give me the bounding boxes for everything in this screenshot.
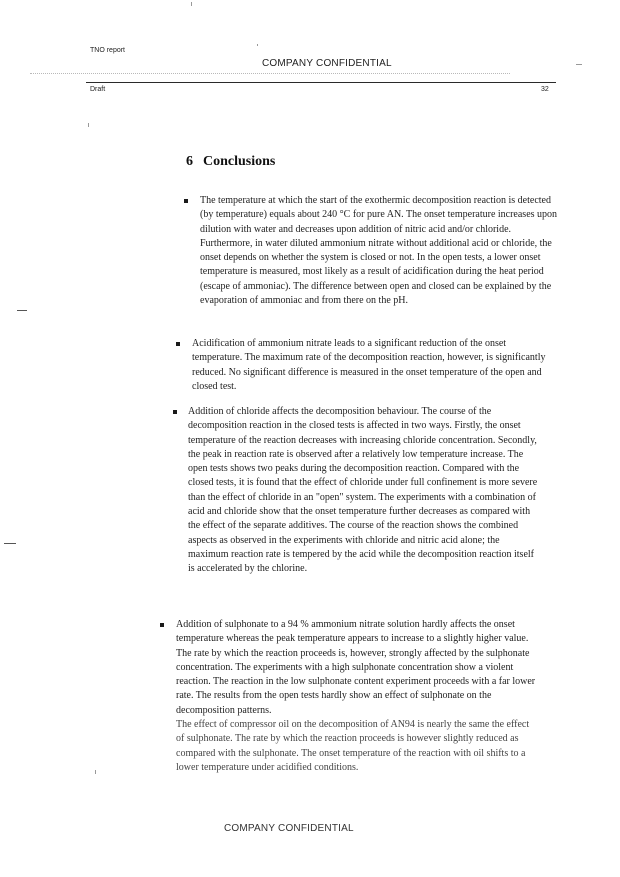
scan-speck (257, 44, 258, 46)
conclusion-sulphonate: Addition of sulphonate to a 94 % ammonium nitrate solution hardly affects the onset temperature whereas the peak temperature appears to increase to a slightly higher value. The rate by which the reaction proceeds is, however, strongly affected by the sulphonate concentration. The experiments with a high sulphonate concentration show a violent reaction. The reaction in the low sulphonate content experiment proceeds with a far lower rate. The results from the open tests hardly show an effect of sulphonate on the decomposition patterns. (176, 619, 536, 716)
confidential-header: COMPANY CONFIDENTIAL (262, 58, 392, 69)
conclusion-chloride: Addition of chloride affects the decomposition behaviour. The course of the decomposition reaction in the closed tests is affected in two ways. Firstly, the onset temperature of the reaction decreases with increasing chloride concentration. Secondly, the peak in reaction rate is observed after a relatively low temperature increase. The open tests shows two peaks during the decomposition reaction. Compared with the closed tests, it is found that the effect of chloride under full confinement is more severe than the effect of chloride in an "open" system. The experiments with a combination of acid and chloride show that the onset temperature further decreases as compared with the effect of the separate additives. The course of the reaction shows the combined aspects as observed in the experiments with chloride and nitric acid alone; the maximum reaction rate is tempered by the acid while the decomposition reaction itself is accelerated by the chlorine. (188, 406, 538, 575)
page-number: 32 (541, 86, 549, 93)
conclusion-onset-temperature: The temperature at which the start of the exothermic decomposition reaction is detected (by temperature) equals about 240 °C for pure AN. The onset temperature increases upon dilution with water and decreases upon addition of nitric acid and/or chloride. Furthermore, in water diluted ammonium nitrate without additional acid or chloride, the onset depends on whether the system is closed or not. In the open tests, a lower onset temperature is measured, most likely as a result of acidification during the heat period (escape of ammoniac). The difference between open and closed can be explained by the evaporation of ammoniac and from there on the pH. (200, 195, 558, 307)
section-number: 6 (186, 154, 193, 169)
scan-speck (95, 770, 96, 774)
header-rule (86, 82, 556, 83)
section-title: Conclusions (203, 154, 276, 169)
scan-speck (88, 123, 89, 127)
margin-mark (17, 310, 27, 311)
conclusion-acidification: Acidification of ammonium nitrate leads to a significant reduction of the onset temperature. The maximum rate of the decomposition reaction, however, is significantly reduced. No significant difference is measured in the onset temperature of the open and closed test. (192, 338, 546, 392)
confidential-footer: COMPANY CONFIDENTIAL (224, 823, 354, 834)
header-dotted-line (30, 73, 510, 74)
conclusion-compressor-oil: The effect of compressor oil on the decomposition of AN94 is nearly the same the effect of sulphonate. The rate by which the reaction proceeds is however slightly reduced as compared with the sulphonate. The onset temperature of the reaction with oil shifts to a lower temperature under acidified conditions. (176, 719, 530, 773)
section-heading (186, 154, 275, 170)
conclusion-sulphonate-block (176, 618, 536, 775)
margin-mark (4, 543, 16, 544)
bullet-icon (176, 342, 180, 346)
bullet-icon (184, 199, 188, 203)
bullet-icon (160, 623, 164, 627)
draft-label: Draft (90, 86, 106, 93)
scan-speck (576, 64, 582, 65)
report-label: TNO report (90, 47, 126, 54)
scan-speck (191, 2, 192, 6)
bullet-icon (173, 410, 177, 414)
